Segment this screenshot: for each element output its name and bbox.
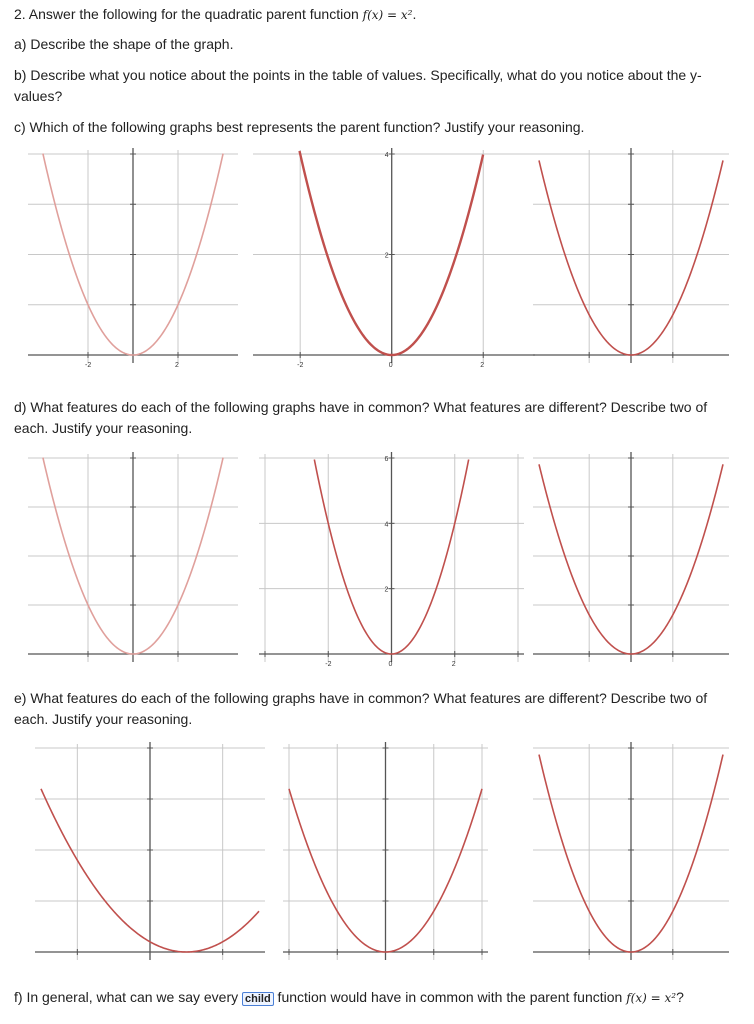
question-b: b) Describe what you notice about the points in the table of values. Specifically, what do you notice about the y-values? <box>14 67 702 104</box>
question-2-heading <box>14 4 416 26</box>
graph-e2 <box>283 742 488 960</box>
y-tick-label: 4 <box>384 521 389 529</box>
graph-e1 <box>35 742 265 960</box>
graph-c3 <box>533 148 729 363</box>
question-f <box>14 987 684 1010</box>
x-tick-label: 2 <box>175 362 179 369</box>
question-2-prefix: 2. Answer the following for the quadratic parent function <box>14 6 363 22</box>
graph-e2-svg <box>283 742 488 960</box>
graph-d1-svg <box>28 452 238 662</box>
question-f-suffix: ? <box>676 989 684 1005</box>
question-a: a) Describe the shape of the graph. <box>14 36 234 52</box>
graph-c2-svg <box>253 148 535 369</box>
graph-e1-svg <box>35 742 265 960</box>
parent-function-math: f(x) = x² <box>362 8 413 22</box>
graph-d3 <box>533 452 729 662</box>
x-tick-label: 0 <box>388 661 393 668</box>
x-tick-label: 2 <box>451 661 456 668</box>
graph-c1 <box>28 148 238 369</box>
y-tick-label: 2 <box>384 252 389 260</box>
question-d: d) What features do each of the following graphs have in common? What features are different? Describe two of each. Justify your reasoning. <box>14 399 708 436</box>
y-tick-label: 6 <box>384 456 389 463</box>
graph-d3-svg <box>533 452 729 662</box>
graph-d1 <box>28 452 238 662</box>
x-tick-label: -2 <box>85 362 92 369</box>
child-highlight: child <box>242 992 274 1006</box>
graph-e3-svg <box>533 742 729 960</box>
x-tick-label: -2 <box>325 661 332 668</box>
y-tick-label: 2 <box>384 586 389 594</box>
y-tick-label: 4 <box>384 152 389 159</box>
x-tick-label: 0 <box>388 362 393 369</box>
x-tick-label: -2 <box>297 362 304 369</box>
graph-e3 <box>533 742 729 960</box>
question-f-prefix: f) In general, what can we say every <box>14 989 242 1005</box>
parent-function-math-f: f(x) = x² <box>626 991 677 1005</box>
question-c: c) Which of the following graphs best represents the parent function? Justify your reasoning. <box>14 119 585 135</box>
question-e: e) What features do each of the following graphs have in common? What features are different? Describe two of each. Justify your reasoning. <box>14 690 708 727</box>
graph-c2 <box>253 148 535 369</box>
x-tick-label: 2 <box>480 362 485 369</box>
graph-d2 <box>259 452 524 668</box>
question-f-middle: function would have in common with the parent function <box>273 989 627 1005</box>
graph-c1-svg <box>28 148 238 369</box>
question-2-suffix: . <box>412 6 417 22</box>
graph-d2-svg <box>259 452 524 668</box>
graph-c3-svg <box>533 148 729 363</box>
